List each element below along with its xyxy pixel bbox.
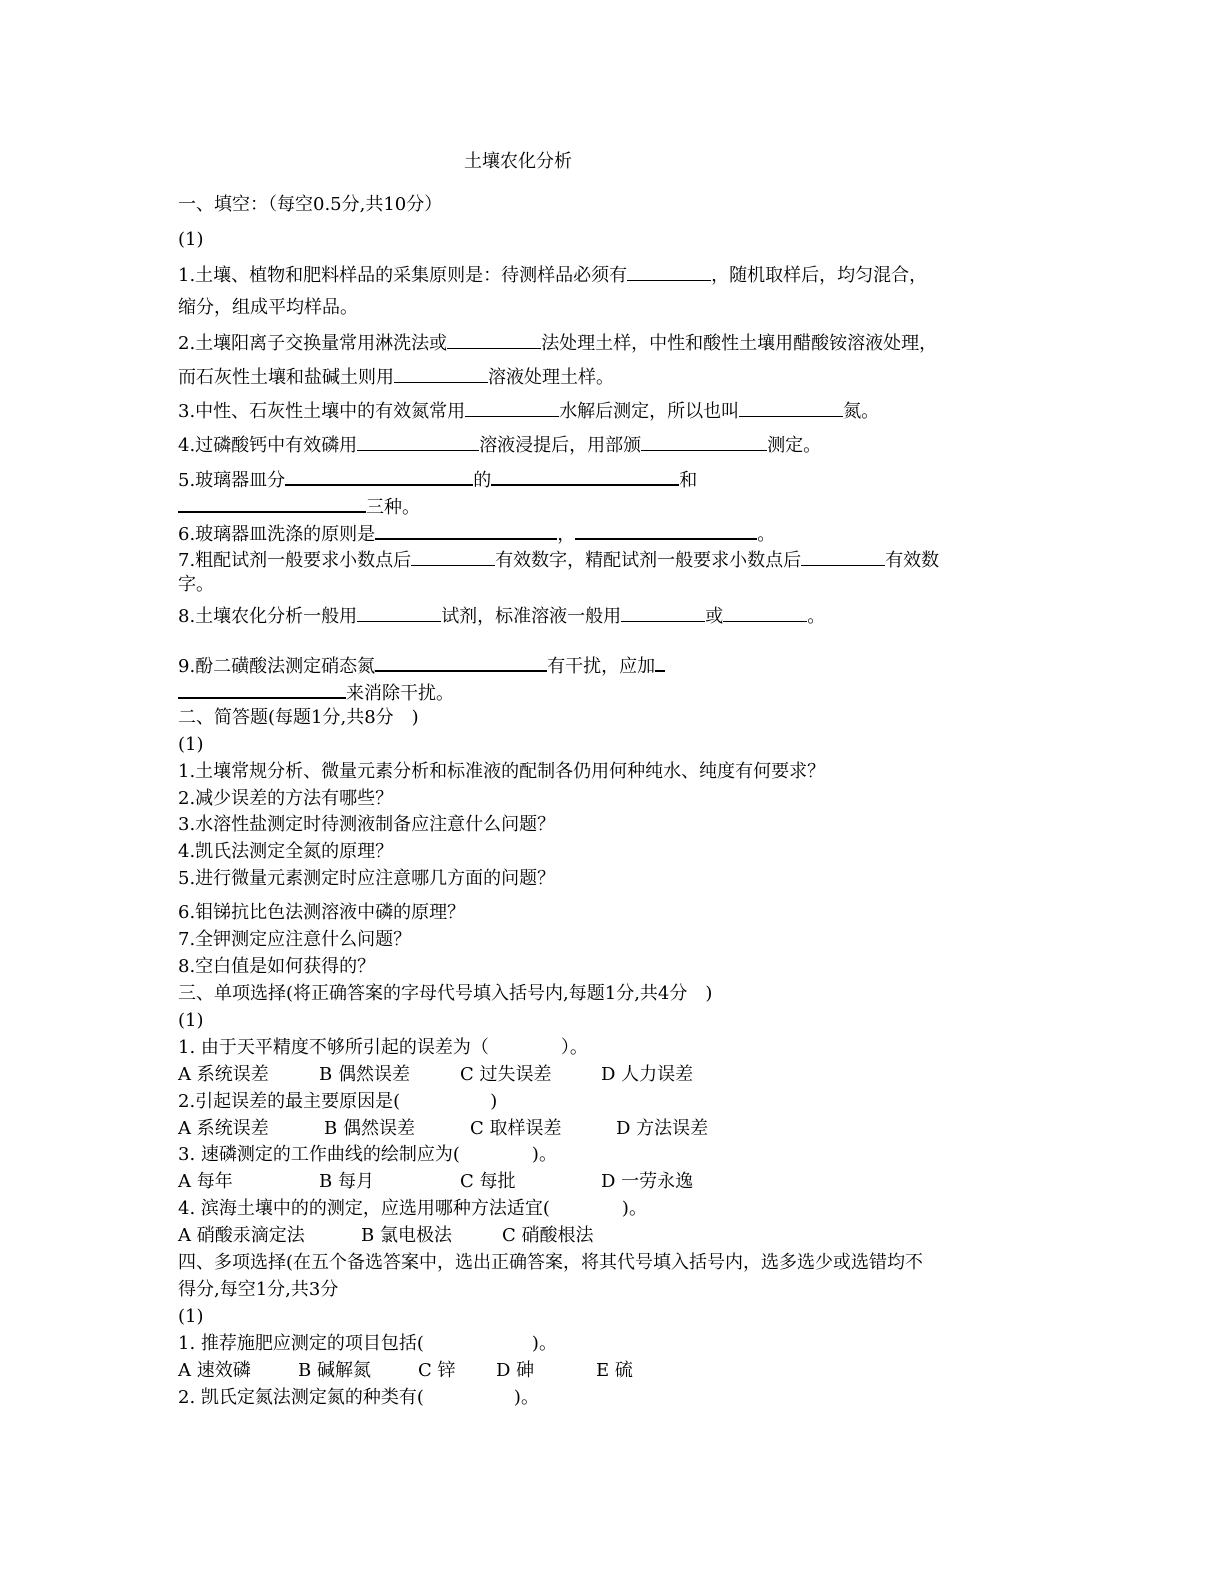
multi-choice-question: 2. 凯氏定氮法测定氮的种类有( )。 [178, 1387, 539, 1408]
page-title: 土壤农化分析 [464, 151, 572, 172]
question-5-line-2: 三种。 [178, 493, 420, 520]
question-2-line-1: 2.土壤阳离子交换量常用淋洗法或 法处理土样，中性和酸性土壤用醋酸铵溶液处理， [178, 330, 937, 356]
option[interactable]: A 速效磷 [178, 1360, 251, 1381]
question-1-line-1: 1.土壤、植物和肥料样品的采集原则是：待测样品必须有 ，随机取样后，均匀混合， [178, 262, 927, 288]
section-4-heading: 四、多项选择(在五个备选答案中，选出正确答案，将其代号填入括号内，选多选少或选错均不 [178, 1252, 924, 1273]
single-choice-options [178, 1063, 693, 1087]
section-4-sub: (1) [178, 1306, 204, 1327]
answer-blank[interactable] [394, 364, 488, 383]
option[interactable]: A 系统误差 [178, 1064, 269, 1085]
answer-blank[interactable] [375, 652, 547, 672]
answer-blank[interactable] [465, 398, 559, 417]
option[interactable]: C 每批 [460, 1171, 516, 1192]
section-1-sub: (1) [178, 229, 204, 250]
option[interactable]: B 偶然误差 [324, 1118, 415, 1139]
single-choice-options [178, 1117, 708, 1141]
question-6: 6.玻璃器皿洗涤的原则是 ， 。 [178, 520, 775, 547]
option[interactable]: E 硫 [596, 1360, 633, 1381]
question-7-line-2: 字。 [178, 574, 214, 595]
option[interactable]: D 方法误差 [616, 1118, 709, 1139]
question-2-line-2: 而石灰性土壤和盐碱土则用 溶液处理土样。 [178, 364, 614, 390]
question-5-line-1: 5.玻璃器皿分 的 和 [178, 466, 697, 493]
question-8: 8.土壤农化分析一般用 试剂，标准溶液一般用 或 。 [178, 603, 825, 629]
option[interactable]: C 过失误差 [460, 1064, 552, 1085]
answer-blank[interactable] [447, 330, 541, 349]
short-answer-item: 7.全钾测定应注意什么问题？ [178, 929, 412, 950]
answer-blank[interactable] [178, 679, 346, 699]
section-3-sub: (1) [178, 1010, 204, 1031]
short-answer-item: 3.水溶性盐测定时待测液制备应注意什么问题？ [178, 814, 556, 835]
option[interactable]: D 砷 [496, 1360, 535, 1381]
option[interactable]: D 一劳永逸 [601, 1171, 694, 1192]
single-choice-options [178, 1170, 693, 1194]
answer-blank[interactable] [621, 603, 705, 622]
option[interactable]: A 硝酸汞滴定法 [178, 1225, 305, 1246]
question-3: 3.中性、石灰性土壤中的有效氮常用 水解后测定，所以也叫 氮。 [178, 398, 879, 424]
answer-blank[interactable] [375, 520, 557, 540]
answer-blank[interactable] [723, 603, 807, 622]
option[interactable]: B 氯电极法 [361, 1225, 452, 1246]
section-2-sub: (1) [178, 734, 204, 755]
section-2-heading: 二、简答题(每题1分,共8分 ) [178, 707, 419, 728]
question-7-line-1: 7.粗配试剂一般要求小数点后 有效数字，精配试剂一般要求小数点后 有效数 [178, 547, 939, 573]
question-1-line-2: 缩分，组成平均样品。 [178, 297, 358, 318]
answer-blank[interactable] [627, 262, 711, 281]
single-choice-question: 1. 由于天平精度不够所引起的误差为（ ）。 [178, 1037, 588, 1058]
short-answer-item: 8.空白值是如何获得的？ [178, 956, 376, 977]
question-4: 4.过磷酸钙中有效磷用 溶液浸提后，用部颁 测定。 [178, 432, 821, 458]
question-9-line-1: 9.酚二磺酸法测定硝态氮 有干扰，应加 [178, 652, 665, 679]
option[interactable]: C 锌 [418, 1360, 456, 1381]
section-1-heading: 一、填空：（每空0.5分,共10分） [178, 194, 443, 215]
option[interactable]: C 硝酸根法 [502, 1225, 594, 1246]
single-choice-question: 4. 滨海土壤中的的测定，应选用哪种方法适宜( )。 [178, 1198, 647, 1219]
answer-blank[interactable] [641, 432, 767, 451]
single-choice-options [178, 1224, 594, 1248]
single-choice-question: 2.引起误差的最主要原因是( ) [178, 1091, 498, 1112]
answer-blank[interactable] [178, 493, 366, 513]
answer-blank[interactable] [357, 603, 441, 622]
short-answer-item: 5.进行微量元素测定时应注意哪几方面的问题？ [178, 868, 556, 889]
short-answer-item: 2.减少误差的方法有哪些？ [178, 788, 394, 809]
section-3-heading: 三、单项选择(将正确答案的字母代号填入括号内,每题1分,共4分 ) [178, 983, 713, 1004]
answer-blank[interactable] [575, 520, 757, 540]
option[interactable]: B 碱解氮 [298, 1360, 371, 1381]
answer-blank[interactable] [357, 432, 479, 451]
multi-choice-question: 1. 推荐施肥应测定的项目包括( )。 [178, 1333, 557, 1354]
option[interactable]: A 每年 [178, 1171, 233, 1192]
section-4-heading-cont: 得分,每空1分,共3分 [178, 1279, 339, 1300]
short-answer-item: 1.土壤常规分析、微量元素分析和标准液的配制各仍用何种纯水、纯度有何要求？ [178, 761, 826, 782]
option[interactable]: B 偶然误差 [319, 1064, 410, 1085]
short-answer-item: 4.凯氏法测定全氮的原理？ [178, 841, 394, 862]
multi-choice-options [178, 1359, 633, 1383]
option[interactable]: B 每月 [319, 1171, 374, 1192]
option[interactable]: C 取样误差 [470, 1118, 562, 1139]
single-choice-question: 3. 速磷测定的工作曲线的绘制应为( )。 [178, 1144, 557, 1165]
option[interactable]: A 系统误差 [178, 1118, 269, 1139]
option[interactable]: D 人力误差 [601, 1064, 694, 1085]
question-9-line-2: 来消除干扰。 [178, 679, 454, 706]
answer-blank[interactable] [491, 466, 679, 486]
answer-blank[interactable] [739, 398, 843, 417]
answer-blank[interactable] [285, 466, 473, 486]
short-answer-item: 6.钼锑抗比色法测溶液中磷的原理？ [178, 902, 466, 923]
answer-blank[interactable] [801, 547, 885, 566]
answer-blank[interactable] [411, 547, 495, 566]
